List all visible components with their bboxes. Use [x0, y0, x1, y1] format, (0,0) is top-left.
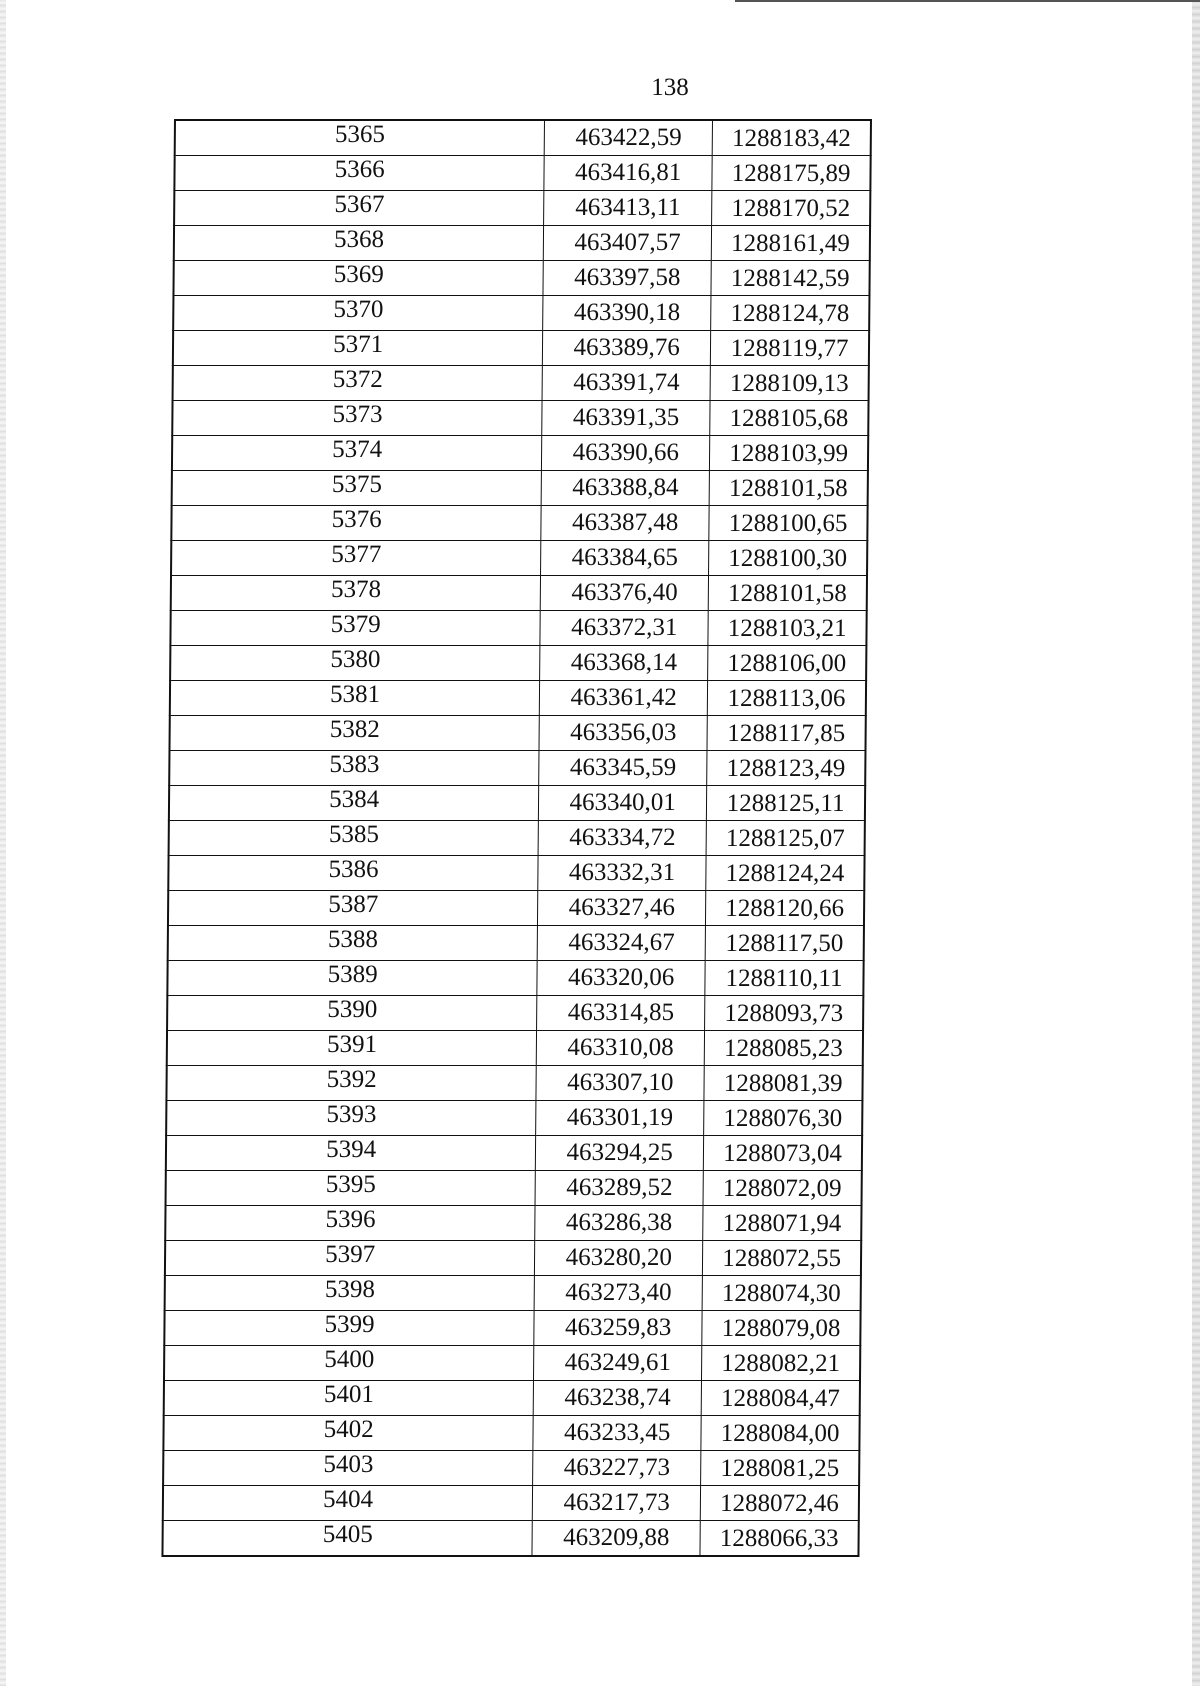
table-row	[172, 401, 868, 436]
table-row	[163, 1451, 859, 1486]
table-row	[172, 471, 868, 506]
point-number-cell: 5371	[173, 331, 543, 366]
x-coordinate-cell: 463332,31	[538, 856, 706, 891]
y-coordinate-cell: 1288142,59	[711, 261, 870, 296]
y-coordinate-cell: 1288106,00	[708, 646, 867, 681]
y-coordinate-cell: 1288110,11	[705, 961, 864, 996]
table-row	[168, 891, 864, 926]
table-row	[167, 1031, 863, 1066]
y-coordinate-cell: 1288072,55	[703, 1241, 862, 1276]
point-number-cell: 5389	[167, 961, 537, 996]
table-row	[171, 576, 867, 611]
table-row	[174, 191, 870, 226]
x-coordinate-cell: 463389,76	[543, 331, 711, 366]
point-number-cell: 5401	[164, 1381, 534, 1416]
x-coordinate-cell: 463238,74	[533, 1381, 701, 1416]
point-number-cell: 5367	[174, 191, 544, 226]
coordinates-table-body	[162, 120, 871, 1556]
x-coordinate-cell: 463259,83	[534, 1311, 702, 1346]
point-number-cell: 5400	[164, 1346, 534, 1381]
x-coordinate-cell: 463294,25	[536, 1136, 704, 1171]
x-coordinate-cell: 463307,10	[536, 1066, 704, 1101]
point-number-cell: 5395	[166, 1171, 536, 1206]
table-row	[167, 961, 863, 996]
page-number: 138	[651, 74, 689, 101]
table-row	[174, 226, 870, 261]
table-row	[173, 331, 869, 366]
x-coordinate-cell: 463345,59	[539, 751, 707, 786]
y-coordinate-cell: 1288123,49	[707, 751, 866, 786]
table-row	[172, 436, 868, 471]
x-coordinate-cell: 463233,45	[533, 1416, 701, 1451]
table-row	[169, 821, 865, 856]
y-coordinate-cell: 1288073,04	[703, 1136, 862, 1171]
point-number-cell: 5404	[163, 1486, 533, 1521]
x-coordinate-cell: 463416,81	[544, 156, 712, 191]
y-coordinate-cell: 1288117,85	[707, 716, 866, 751]
point-number-cell: 5376	[171, 506, 541, 541]
point-number-cell: 5387	[168, 891, 538, 926]
table-row	[170, 646, 866, 681]
x-coordinate-cell: 463320,06	[537, 961, 705, 996]
x-coordinate-cell: 463327,46	[538, 891, 706, 926]
y-coordinate-cell: 1288071,94	[703, 1206, 862, 1241]
table-row	[165, 1241, 861, 1276]
table-row	[166, 1171, 862, 1206]
point-number-cell: 5368	[174, 226, 544, 261]
scan-edge-right	[1192, 0, 1200, 1686]
point-number-cell: 5380	[170, 646, 540, 681]
y-coordinate-cell: 1288161,49	[711, 226, 870, 261]
table-row	[171, 541, 867, 576]
table-row	[168, 856, 864, 891]
table-row	[169, 716, 865, 751]
x-coordinate-cell: 463388,84	[541, 471, 709, 506]
table-row	[163, 1416, 859, 1451]
x-coordinate-cell: 463273,40	[534, 1276, 702, 1311]
table-row	[168, 926, 864, 961]
point-number-cell: 5377	[171, 541, 541, 576]
coordinates-table	[161, 119, 872, 1557]
y-coordinate-cell: 1288084,00	[701, 1416, 860, 1451]
scan-edge-left	[0, 0, 6, 1686]
point-number-cell: 5373	[172, 401, 542, 436]
x-coordinate-cell: 463397,58	[543, 261, 711, 296]
x-coordinate-cell: 463310,08	[536, 1031, 704, 1066]
y-coordinate-cell: 1288120,66	[706, 891, 865, 926]
y-coordinate-cell: 1288072,46	[700, 1486, 859, 1521]
x-coordinate-cell: 463391,74	[542, 366, 710, 401]
x-coordinate-cell: 463314,85	[537, 996, 705, 1031]
y-coordinate-cell: 1288170,52	[712, 191, 871, 226]
y-coordinate-cell: 1288081,25	[701, 1451, 860, 1486]
table-row	[170, 681, 866, 716]
point-number-cell: 5375	[172, 471, 542, 506]
point-number-cell: 5392	[166, 1066, 536, 1101]
y-coordinate-cell: 1288072,09	[703, 1171, 862, 1206]
point-number-cell: 5382	[169, 716, 539, 751]
x-coordinate-cell: 463376,40	[540, 576, 708, 611]
x-coordinate-cell: 463280,20	[535, 1241, 703, 1276]
point-number-cell: 5374	[172, 436, 542, 471]
point-number-cell: 5365	[175, 120, 545, 156]
table-row	[175, 120, 871, 156]
y-coordinate-cell: 1288101,58	[708, 576, 867, 611]
x-coordinate-cell: 463413,11	[544, 191, 712, 226]
table-row	[166, 1136, 862, 1171]
y-coordinate-cell: 1288103,99	[710, 436, 869, 471]
point-number-cell: 5386	[168, 856, 538, 891]
y-coordinate-cell: 1288103,21	[708, 611, 867, 646]
point-number-cell: 5385	[169, 821, 539, 856]
table-row	[162, 1521, 858, 1557]
point-number-cell: 5397	[165, 1241, 535, 1276]
point-number-cell: 5399	[164, 1311, 534, 1346]
y-coordinate-cell: 1288183,42	[712, 120, 871, 156]
x-coordinate-cell: 463387,48	[541, 506, 709, 541]
point-number-cell: 5390	[167, 996, 537, 1031]
table-row	[171, 506, 867, 541]
y-coordinate-cell: 1288175,89	[712, 156, 871, 191]
table-row	[167, 996, 863, 1031]
x-coordinate-cell: 463361,42	[540, 681, 708, 716]
y-coordinate-cell: 1288124,24	[706, 856, 865, 891]
point-number-cell: 5396	[165, 1206, 535, 1241]
y-coordinate-cell: 1288082,21	[702, 1346, 861, 1381]
y-coordinate-cell: 1288100,30	[709, 541, 868, 576]
point-number-cell: 5394	[166, 1136, 536, 1171]
table-row	[173, 261, 869, 296]
table-row	[163, 1486, 859, 1521]
table-row	[169, 786, 865, 821]
table-row	[164, 1311, 860, 1346]
point-number-cell: 5378	[171, 576, 541, 611]
x-coordinate-cell: 463217,73	[533, 1486, 701, 1521]
x-coordinate-cell: 463391,35	[542, 401, 710, 436]
y-coordinate-cell: 1288081,39	[704, 1066, 863, 1101]
point-number-cell: 5391	[167, 1031, 537, 1066]
point-number-cell: 5381	[170, 681, 540, 716]
y-coordinate-cell: 1288125,11	[707, 786, 866, 821]
y-coordinate-cell: 1288125,07	[706, 821, 865, 856]
table-row	[165, 1206, 861, 1241]
x-coordinate-cell: 463340,01	[539, 786, 707, 821]
x-coordinate-cell: 463390,18	[543, 296, 711, 331]
point-number-cell: 5372	[173, 366, 543, 401]
y-coordinate-cell: 1288079,08	[702, 1311, 861, 1346]
y-coordinate-cell: 1288124,78	[711, 296, 870, 331]
point-number-cell: 5405	[162, 1521, 532, 1557]
x-coordinate-cell: 463209,88	[532, 1521, 700, 1557]
x-coordinate-cell: 463334,72	[538, 821, 706, 856]
point-number-cell: 5388	[168, 926, 538, 961]
table-row	[166, 1101, 862, 1136]
table-row	[173, 366, 869, 401]
table-row	[174, 156, 870, 191]
x-coordinate-cell: 463407,57	[544, 226, 712, 261]
x-coordinate-cell: 463384,65	[541, 541, 709, 576]
point-number-cell: 5370	[173, 296, 543, 331]
x-coordinate-cell: 463286,38	[535, 1206, 703, 1241]
y-coordinate-cell: 1288117,50	[705, 926, 864, 961]
table-row	[164, 1381, 860, 1416]
table-row	[169, 751, 865, 786]
x-coordinate-cell: 463356,03	[539, 716, 707, 751]
x-coordinate-cell: 463368,14	[540, 646, 708, 681]
y-coordinate-cell: 1288101,58	[709, 471, 868, 506]
table-row	[170, 611, 866, 646]
y-coordinate-cell: 1288085,23	[704, 1031, 863, 1066]
x-coordinate-cell: 463422,59	[544, 120, 712, 156]
y-coordinate-cell: 1288074,30	[702, 1276, 861, 1311]
table-row	[164, 1346, 860, 1381]
x-coordinate-cell: 463324,67	[537, 926, 705, 961]
point-number-cell: 5369	[173, 261, 543, 296]
y-coordinate-cell: 1288109,13	[710, 366, 869, 401]
point-number-cell: 5379	[170, 611, 540, 646]
point-number-cell: 5398	[165, 1276, 535, 1311]
y-coordinate-cell: 1288076,30	[704, 1101, 863, 1136]
point-number-cell: 5384	[169, 786, 539, 821]
x-coordinate-cell: 463372,31	[540, 611, 708, 646]
y-coordinate-cell: 1288084,47	[701, 1381, 860, 1416]
table-row	[166, 1066, 862, 1101]
point-number-cell: 5402	[163, 1416, 533, 1451]
x-coordinate-cell: 463289,52	[535, 1171, 703, 1206]
y-coordinate-cell: 1288105,68	[710, 401, 869, 436]
x-coordinate-cell: 463249,61	[534, 1346, 702, 1381]
x-coordinate-cell: 463301,19	[536, 1101, 704, 1136]
scan-top-line	[735, 0, 1200, 2]
y-coordinate-cell: 1288093,73	[705, 996, 864, 1031]
y-coordinate-cell: 1288066,33	[700, 1521, 859, 1557]
y-coordinate-cell: 1288100,65	[709, 506, 868, 541]
point-number-cell: 5383	[169, 751, 539, 786]
point-number-cell: 5403	[163, 1451, 533, 1486]
point-number-cell: 5393	[166, 1101, 536, 1136]
table-row	[165, 1276, 861, 1311]
x-coordinate-cell: 463390,66	[542, 436, 710, 471]
point-number-cell: 5366	[174, 156, 544, 191]
table-row	[173, 296, 869, 331]
y-coordinate-cell: 1288113,06	[707, 681, 866, 716]
y-coordinate-cell: 1288119,77	[711, 331, 870, 366]
x-coordinate-cell: 463227,73	[533, 1451, 701, 1486]
